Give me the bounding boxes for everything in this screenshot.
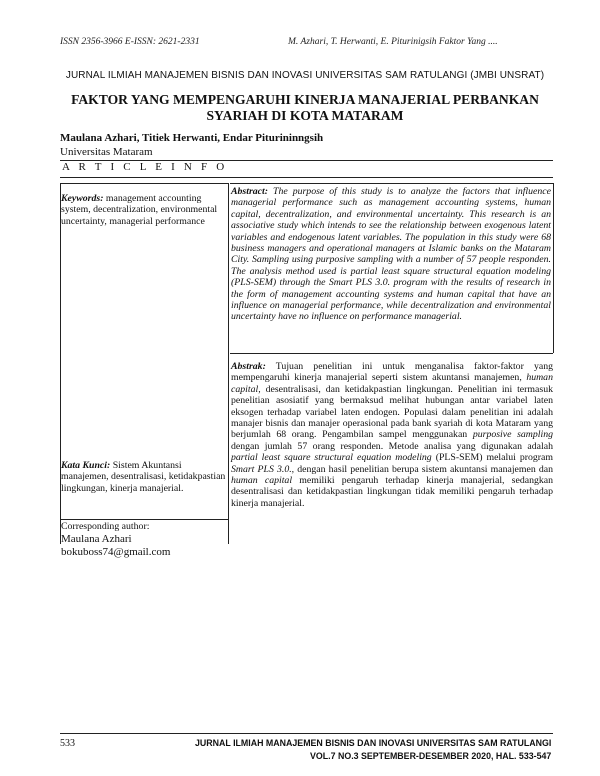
abstract-box-right-edge (553, 183, 554, 353)
abstrak-text-5: dengan hasil penelitian berupa sistem akuntansi manajemen dan (297, 463, 554, 475)
kata-kunci-text: Sistem Akuntansi manajemen, desentralisasi, ketidakpastian lingkungan, kinerja manajerial. (61, 460, 226, 494)
authors: Maulana Azhari, Titiek Herwanti, Endar Piturininngsih (60, 132, 324, 144)
corresponding-email: bokuboss74@gmail.com (61, 546, 171, 558)
paper-title (60, 92, 550, 123)
footer-divider (60, 733, 553, 734)
page-number: 533 (60, 738, 75, 749)
journal-name: JURNAL ILMIAH MANAJEMEN BISNIS DAN INOVASI UNIVERSITAS SAM RATULANGI (JMBI UNSRAT) (65, 70, 545, 81)
affiliation: Universitas Mataram (60, 146, 153, 158)
corresponding-divider (60, 519, 229, 520)
corresponding-author-block (61, 521, 226, 559)
left-box-right-edge (228, 183, 229, 544)
abstrak-text-2: , desentralisasi, dan ketidakpastian lingkungan. Penelitian ini termasuk penelitian asosiatif yang bermaksud melihat hubungan antar variabel laten eksogen terhadap variabel laten endogen. Populasi dalam penelitian ini adalah manajer bisnis dan manajer operasional pada bank syariah di kota Mataram yang berjumlah 68 orang. Pengambilan sampel menggunakan (231, 383, 553, 441)
abstrak-text-1: Tujuan penelitian ini untuk menganalisa faktor-faktor yang mempengaruhi kinerja manajerial seperti sistem akuntansi manajemen, (231, 361, 553, 384)
article-info-heading: A R T I C L E I N F O (62, 161, 228, 173)
corresponding-name: Maulana Azhari (61, 533, 132, 545)
abstrak-term-human-capital-2: human capital (231, 475, 293, 487)
abstract-english-text: The purpose of this study is to analyze the factors that influence managerial performance such as management accounting systems, human capital, decentralization, and environmental uncertainty. This research is an associative study which intends to see the relationship between exogenous latent variables and endogenous latent variables. The population in this study were 68 business managers and operational managers at Islamic banks on the Mataram City. Sampling using purposive sampling with a number of 57 people responden. The analysis method used is partial least square structural equation modeling (PLS-SEM) through the Smart PLS 3.0. program with the results of research in the form of management accounting systems and human capital that have an influence on managerial performance, while decentralization and environmental uncertainty have no influence on performance managerial. (231, 186, 552, 323)
abstract-box-top (230, 183, 553, 184)
title-line-1: FAKTOR YANG MEMPENGARUHI KINERJA MANAJERIAL PERBANKAN (71, 92, 539, 107)
abstrak-term-human-capital: human capital (231, 372, 553, 395)
abstract-box-bottom (230, 353, 553, 354)
keywords-text: management accounting system, decentralization, environmental uncertainty, managerial performance (61, 193, 218, 227)
abstrak-term-smart-pls: Smart PLS 3.0., (231, 463, 295, 475)
abstrak-term-purposive-sampling: purposive sampling (472, 429, 554, 441)
corresponding-label: Corresponding author: (61, 521, 150, 532)
keywords-label: Keywords (61, 193, 101, 204)
abstrak-text-4: (PLS-SEM) melalui program (435, 452, 554, 464)
footer-journal (195, 738, 551, 763)
left-box-top (60, 183, 229, 184)
abstrak-label: Abstrak: (231, 361, 266, 372)
abstract-indonesian (231, 361, 553, 509)
abstrak-term-pls-sem: partial least square structural equation modeling (231, 452, 432, 464)
divider-info (60, 177, 553, 178)
abstrak-text-6: memiliki pengaruh terhadap kinerja manajerial, sedangkan desentralisasi dan ketidakpastian lingkungan tidak memiliki pengaruh terhadap kinerja manajerial. (231, 475, 554, 509)
keywords-block: Keywords: management accounting system, decentralization, environmental uncertainty, managerial performance (61, 193, 218, 227)
running-authors-header: M. Azhari, T. Herwanti, E. Piturinigsih Faktor Yang .... (288, 37, 498, 47)
issn-header: ISSN 2356-3966 E-ISSN: 2621-2331 (60, 37, 200, 47)
kata-kunci-label: Kata Kunci (61, 460, 108, 471)
abstract-english: Abstract: The purpose of this study is to analyze the factors that influence managerial performance such as management accounting systems, human capital, decentralization, and environmental uncertainty. This research is an associative study which intends to see the relationship between exogenous latent variables and endogenous latent variables. The population in this study were 68 business managers and operational managers at Islamic banks on the Mataram City. Sampling using purposive sampling with a number of 57 people responden. The analysis method used is partial least square structural equation modeling (PLS-SEM) through the Smart PLS 3.0. program with the results of research in the form of management accounting systems and human capital that have an influence on managerial performance, while decentralization and environmental uncertainty have no influence on performance managerial. (231, 186, 552, 323)
footer-journal-line-2: VOL.7 NO.3 SEPTEMBER-DESEMBER 2020, HAL. 533-547 (309, 750, 551, 762)
footer-journal-line-1: JURNAL ILMIAH MANAJEMEN BISNIS DAN INOVASI UNIVERSITAS SAM RATULANGI (194, 738, 551, 749)
abstrak-text-3: dengan jumlah 57 orang responden. Metode analisa yang digunakan adalah (231, 440, 553, 452)
abstract-label: Abstract (231, 186, 265, 197)
title-line-2: SYARIAH DI KOTA MATARAM (206, 107, 404, 123)
kata-kunci-block: Kata Kunci: Sistem Akuntansi manajemen, desentralisasi, ketidakpastian lingkungan, kinerja manajerial. (61, 460, 226, 494)
